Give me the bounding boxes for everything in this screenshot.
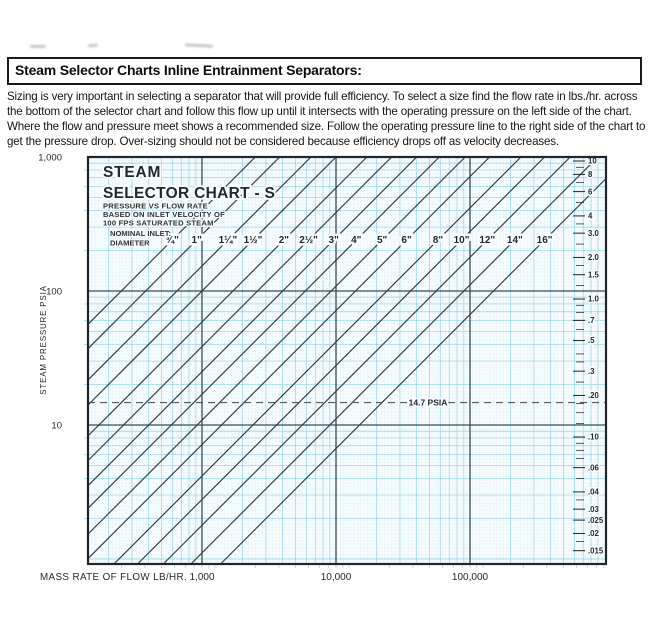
- page-title: Steam Selector Charts Inline Entrainment Separators:: [15, 62, 362, 78]
- intro-line: get the pressure drop. Over-sizing should not be considered because efficiency drops off as velocity decreases.: [7, 135, 559, 149]
- pressure-drop-tick-label: .10: [588, 432, 599, 442]
- chart-conditions-line: 100 FPS SATURATED STEAM: [103, 218, 214, 228]
- chart-title: STEAM: [103, 164, 162, 181]
- diameter-label: 1½": [243, 235, 263, 246]
- x-tick-label: 100,000: [451, 572, 489, 583]
- x-axis-title: MASS RATE OF FLOW LB/HR.: [40, 572, 188, 583]
- pressure-drop-tick-label: 2.0: [588, 253, 599, 263]
- size-heading-line: DIAMETER: [110, 238, 150, 248]
- size-heading-line: NOMINAL INLET:: [110, 229, 172, 238]
- y-tick-label: 100: [46, 286, 62, 298]
- diameter-label: 1¼": [218, 235, 238, 246]
- diameter-label: 5": [376, 235, 388, 246]
- diameter-label: 12": [479, 235, 496, 246]
- diameter-label: 16": [536, 235, 553, 246]
- diameter-label: 2½": [299, 235, 318, 246]
- pressure-drop-tick-label: .5: [588, 336, 595, 346]
- y-tick-label: 10: [51, 420, 62, 432]
- x-tick-label: 1,000: [189, 572, 215, 583]
- pressure-drop-tick-label: 6: [588, 187, 593, 197]
- diameter-label: 3": [328, 235, 339, 246]
- pressure-drop-tick-label: 8: [588, 170, 593, 180]
- reference-line-label: 14.7 PSIA: [408, 397, 448, 408]
- diameter-label: 6": [401, 235, 412, 246]
- y-axis-title: STEAM PRESSURE PSIA: [39, 285, 48, 395]
- pressure-drop-tick-label: 1.0: [588, 294, 599, 304]
- pressure-drop-tick-label: .06: [588, 463, 599, 473]
- intro-line: Sizing is very important in selecting a separator that will provide full efficiency. To select a size find the flow rate in lbs./hr. across: [7, 90, 638, 103]
- pressure-drop-tick-label: 10: [588, 156, 597, 166]
- pressure-drop-tick-label: .3: [588, 366, 595, 376]
- diameter-label: 10": [453, 235, 470, 246]
- chart-subtitle: SELECTOR CHART - S: [103, 185, 276, 202]
- diameter-label: 14": [506, 235, 523, 246]
- y-tick-label: 1,000: [38, 152, 62, 164]
- intro-line: Where the flow and pressure meet shows a recommended size. Follow the operating pressure line to the right side of the chart to: [7, 120, 646, 134]
- pressure-drop-tick-label: .025: [588, 515, 604, 525]
- diameter-label: 2": [278, 235, 290, 246]
- x-tick-label: 10,000: [320, 572, 352, 583]
- pressure-drop-tick-label: .7: [588, 316, 595, 326]
- chart-conditions-line: BASED ON INLET VELOCITY OF: [103, 210, 225, 220]
- pressure-drop-tick-label: 3.0: [588, 228, 599, 238]
- diameter-label: 8": [432, 235, 444, 246]
- diameter-label: 1": [191, 235, 202, 246]
- diameter-label: 4": [351, 235, 362, 246]
- pressure-drop-tick-label: .015: [588, 546, 604, 556]
- pressure-drop-tick-label: .20: [588, 391, 599, 401]
- diameter-label: ¾": [165, 235, 179, 246]
- pressure-drop-tick-label: .02: [588, 529, 599, 539]
- pressure-drop-tick-label: .03: [588, 504, 599, 514]
- intro-line: the bottom of the selector chart and follow this flow up until it intersects with the operating pressure on the left side of the chart.: [7, 105, 632, 119]
- pressure-drop-tick-label: .04: [588, 487, 599, 497]
- pressure-drop-tick-label: 4: [588, 211, 593, 221]
- chart-conditions-line: PRESSURE VS FLOW RATE: [103, 201, 208, 211]
- pressure-drop-tick-label: 1.5: [588, 270, 599, 280]
